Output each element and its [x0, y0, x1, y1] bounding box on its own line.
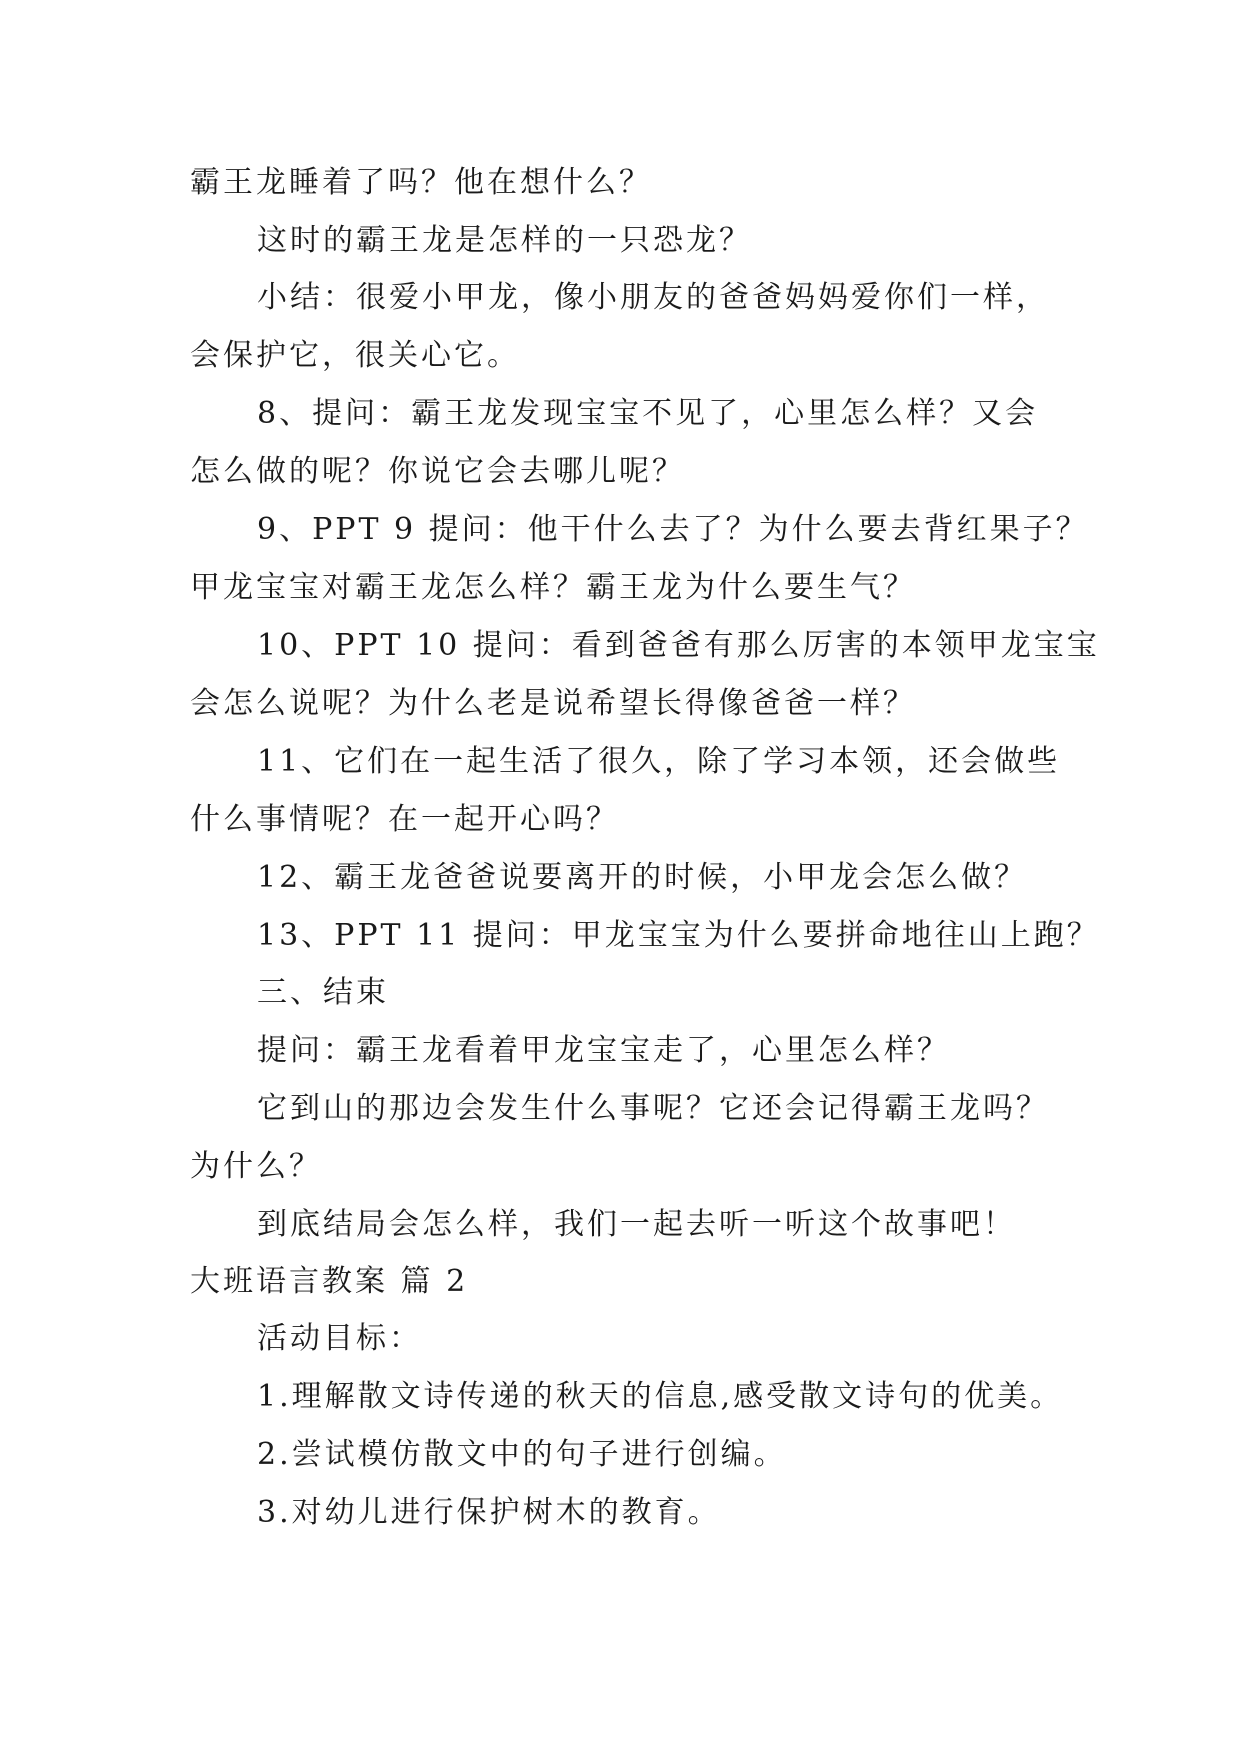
text-line: 13、PPT 11 提问：甲龙宝宝为什么要拼命地往山上跑？ — [257, 918, 1100, 953]
text-line: 这时的霸王龙是怎样的一只恐龙？ — [257, 223, 752, 258]
list-item: 1.理解散文诗传递的秋天的信息,感受散文诗句的优美。 — [257, 1379, 1064, 1414]
text-line: 它到山的那边会发生什么事呢？它还会记得霸王龙吗？ — [257, 1091, 1049, 1126]
text-line: 什么事情呢？在一起开心吗？ — [190, 802, 619, 837]
text-line: 9、PPT 9 提问：他干什么去了？为什么要去背红果子？ — [257, 512, 1089, 547]
text-line: 甲龙宝宝对霸王龙怎么样？霸王龙为什么要生气？ — [190, 570, 916, 605]
text-line: 会怎么说呢？为什么老是说希望长得像爸爸一样？ — [190, 686, 916, 721]
list-item: 2.尝试模仿散文中的句子进行创编。 — [257, 1437, 787, 1472]
text-line: 怎么做的呢？你说它会去哪儿呢？ — [190, 454, 685, 489]
text-line: 11、它们在一起生活了很久，除了学习本领，还会做些 — [257, 744, 1061, 779]
text-line: 10、PPT 10 提问：看到爸爸有那么厉害的本领甲龙宝宝 — [257, 628, 1100, 663]
text-line: 霸王龙睡着了吗？他在想什么？ — [190, 165, 652, 200]
text-line: 到底结局会怎么样，我们一起去听一听这个故事吧！ — [257, 1207, 1016, 1242]
text-line: 会保护它，很关心它。 — [190, 338, 520, 373]
text-line: 提问：霸王龙看着甲龙宝宝走了，心里怎么样？ — [257, 1033, 950, 1068]
list-item: 3.对幼儿进行保护树木的教育。 — [257, 1495, 721, 1530]
text-line: 为什么？ — [190, 1149, 322, 1184]
text-line: 12、霸王龙爸爸说要离开的时候，小甲龙会怎么做？ — [257, 860, 1028, 895]
text-line: 活动目标： — [257, 1321, 422, 1356]
text-line: 小结：很爱小甲龙，像小朋友的爸爸妈妈爱你们一样， — [257, 280, 1049, 315]
section-title: 大班语言教案 篇 2 — [190, 1264, 469, 1299]
text-line: 8、提问：霸王龙发现宝宝不见了，心里怎么样？又会 — [257, 396, 1039, 431]
section-heading: 三、结束 — [257, 975, 389, 1010]
